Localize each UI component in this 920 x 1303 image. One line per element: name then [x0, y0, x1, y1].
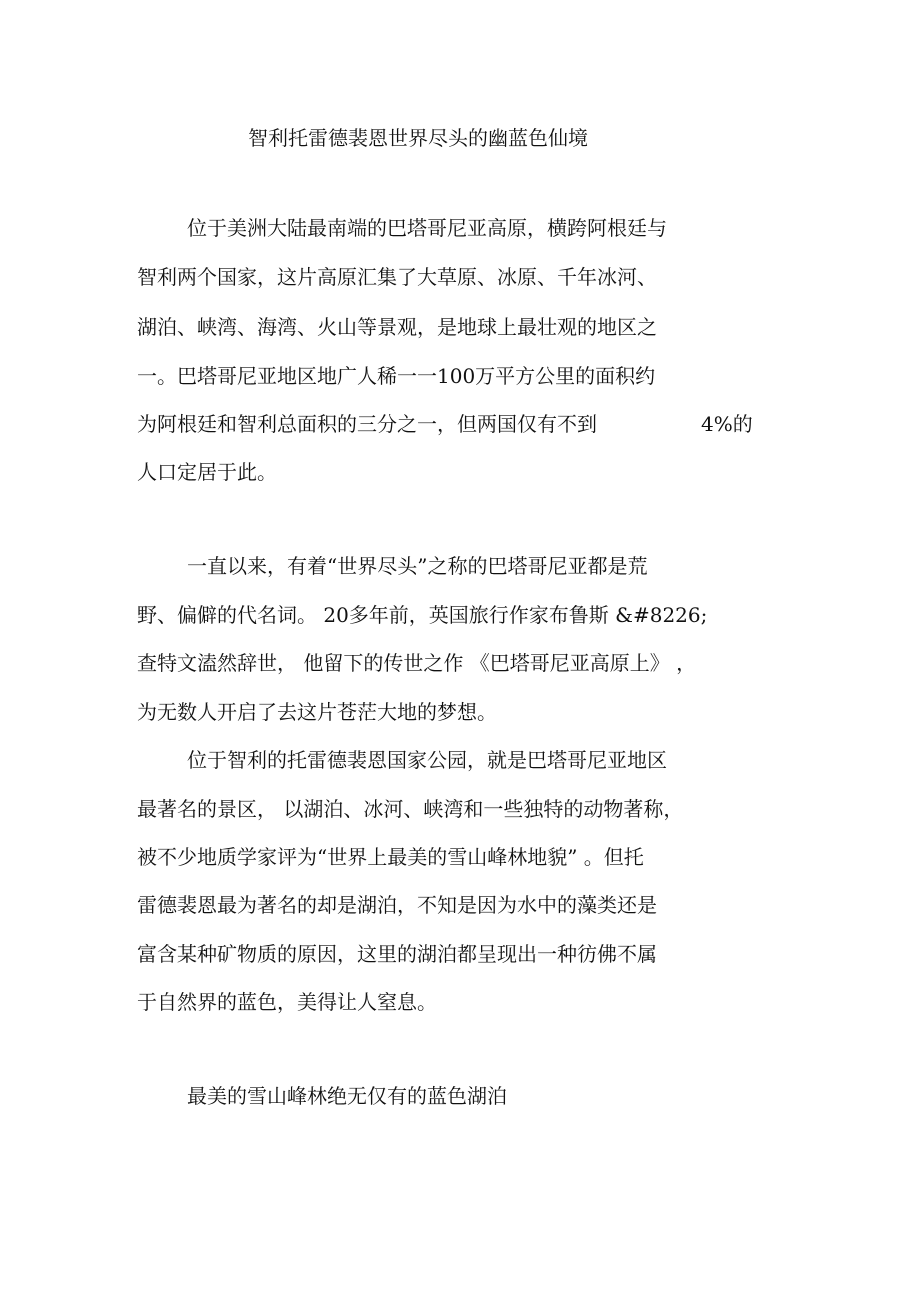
- section-subheading: 最美的雪山峰林绝无仅有的蓝色湖泊: [187, 1084, 507, 1108]
- paragraph-3-line-1: 位于智利的托雷德裴恩国家公园，就是巴塔哥尼亚地区: [187, 748, 667, 772]
- paragraph-1-line-3: 湖泊、峡湾、海湾、火山等景观，是地球上最壮观的地区之: [137, 315, 657, 339]
- paragraph-1-line-5-tail: 4%的: [701, 412, 753, 436]
- paragraph-3-line-6: 于自然界的蓝色，美得让人窒息。: [137, 990, 437, 1014]
- paragraph-1-line-1: 位于美洲大陆最南端的巴塔哥尼亚高原，横跨阿根廷与: [187, 216, 667, 240]
- paragraph-3-line-4: 雷德裴恩最为著名的却是湖泊，不知是因为水中的藻类还是: [137, 893, 657, 917]
- paragraph-2-line-4: 为无数人开启了去这片苍茫大地的梦想。: [137, 700, 497, 724]
- paragraph-1-line-2: 智利两个国家，这片高原汇集了大草原、冰原、千年冰河、: [137, 265, 657, 289]
- paragraph-2-line-1: 一直以来，有着“世界尽头”之称的巴塔哥尼亚都是荒: [187, 554, 648, 578]
- document-title: 智利托雷德裴恩世界尽头的幽蓝色仙境: [248, 126, 588, 150]
- paragraph-1-line-4: 一。巴塔哥尼亚地区地广人稀一一100万平方公里的面积约: [137, 364, 656, 388]
- paragraph-3-line-5: 富含某种矿物质的原因，这里的湖泊都呈现出一种彷佛不属: [137, 942, 657, 966]
- paragraph-2-line-3: 查特文溘然辞世， 他留下的传世之作 《巴塔哥尼亚高原上》 ，: [137, 651, 697, 675]
- paragraph-1-line-5: 为阿根廷和智利总面积的三分之一，但两国仅有不到: [137, 412, 597, 436]
- paragraph-2-line-2: 野、偏僻的代名词。 20多年前，英国旅行作家布鲁斯 &#8226;: [137, 603, 708, 627]
- paragraph-1-line-6: 人口定居于此。: [137, 460, 277, 484]
- paragraph-3-line-3: 被不少地质学家评为“世界上最美的雪山峰林地貌” 。但托: [137, 845, 644, 869]
- paragraph-3-line-2: 最著名的景区， 以湖泊、冰河、峡湾和一些独特的动物著称，: [137, 797, 684, 821]
